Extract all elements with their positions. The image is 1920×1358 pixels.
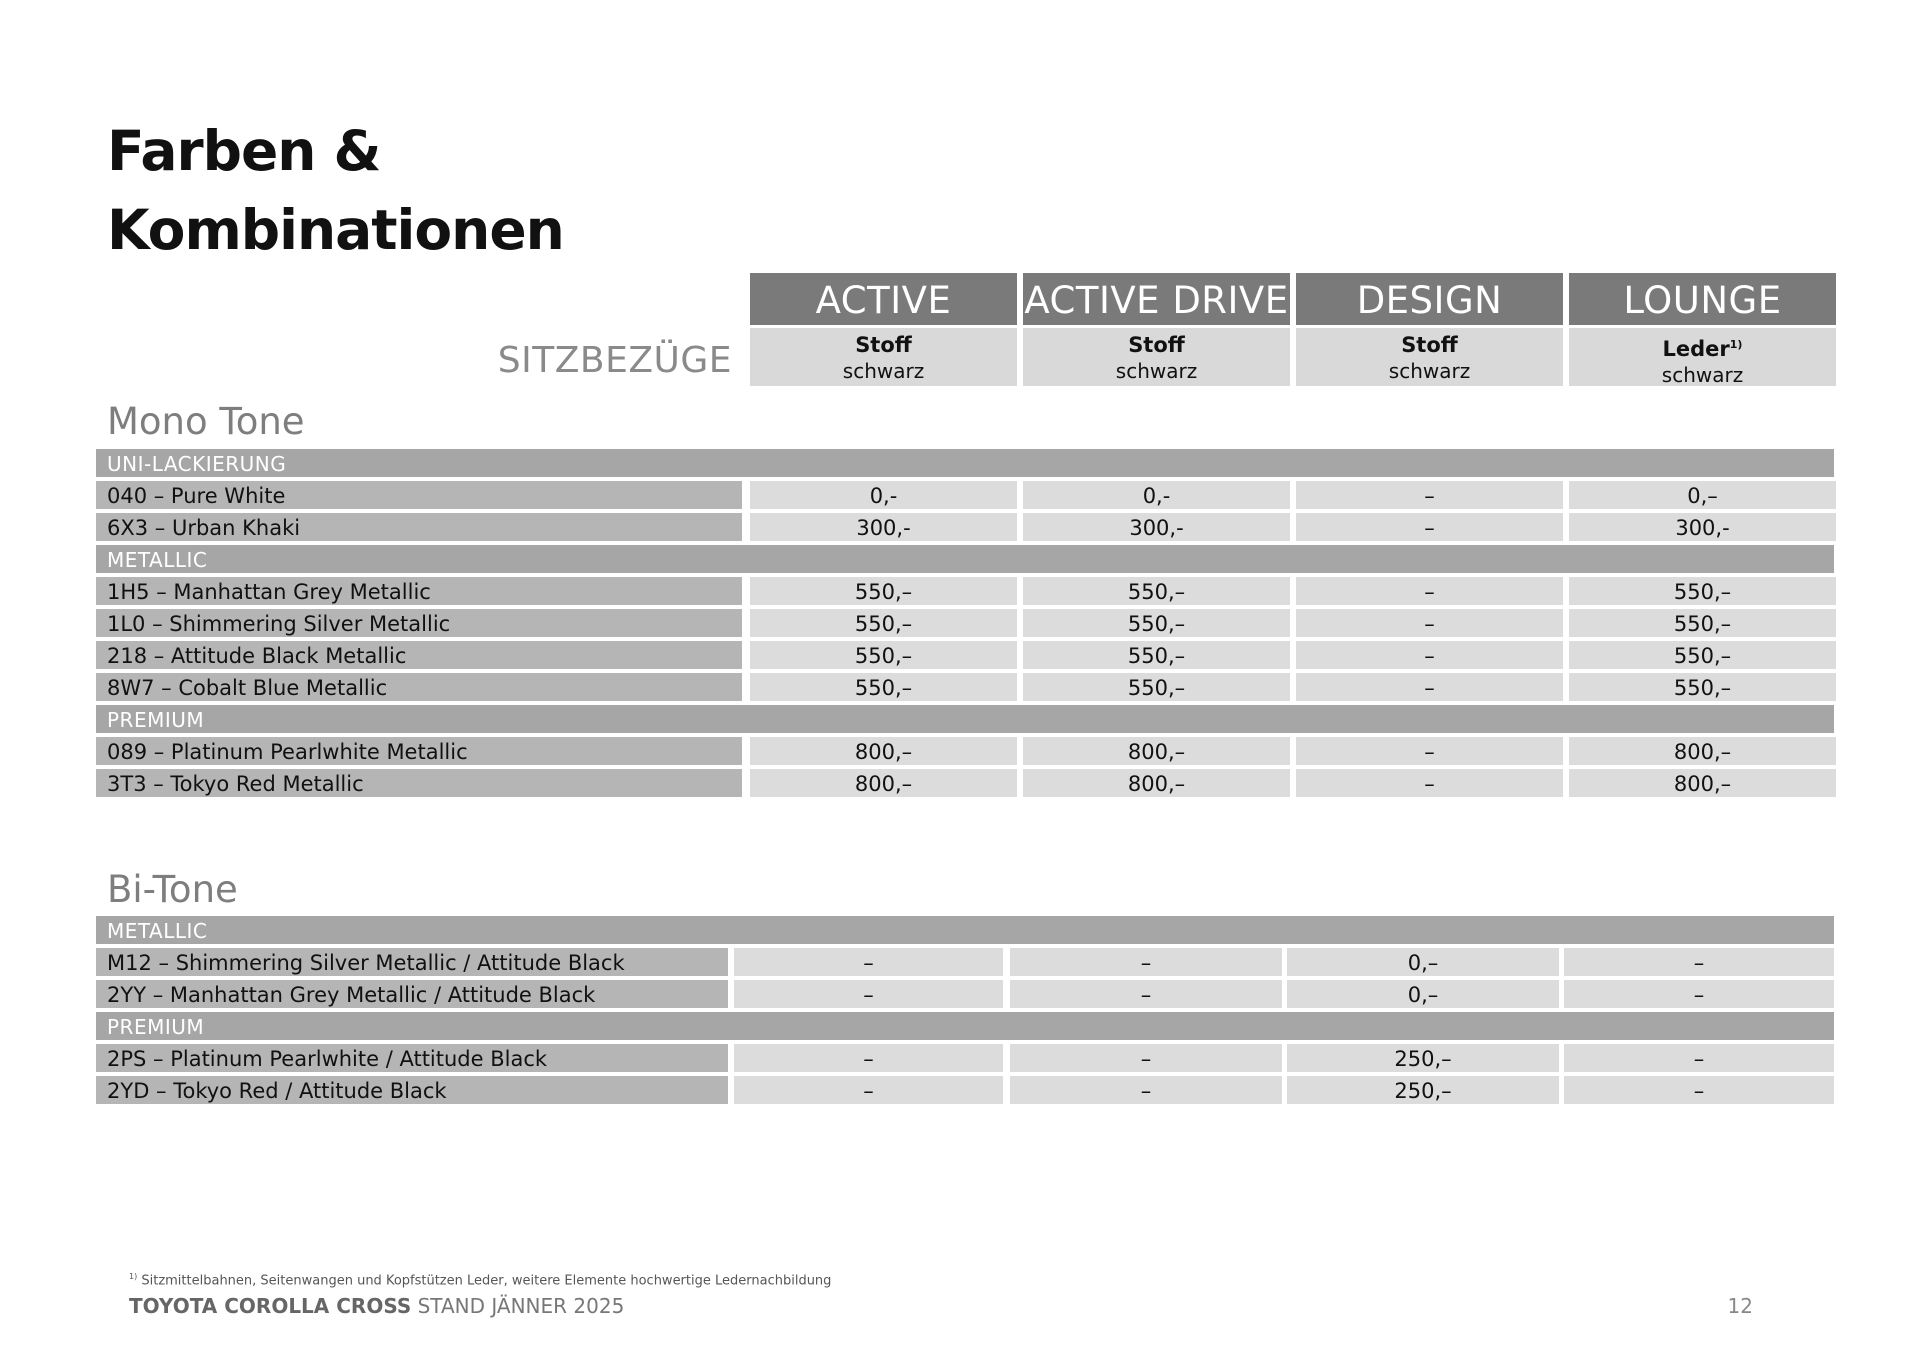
color-row-label: 2YY – Manhattan Grey Metallic / Attitude Black bbox=[96, 980, 728, 1008]
price-cell: 800,– bbox=[1569, 737, 1836, 765]
footer-brand: TOYOTA COROLLA CROSS bbox=[129, 1294, 412, 1318]
price-cell: – bbox=[1296, 737, 1563, 765]
price-cell: 0,– bbox=[1287, 948, 1559, 976]
price-cell: – bbox=[734, 948, 1003, 976]
seat-material bbox=[1569, 333, 1836, 361]
trim-header-1: ACTIVE bbox=[750, 273, 1017, 325]
price-cell: 250,– bbox=[1287, 1044, 1559, 1072]
trim-header-3: DESIGN bbox=[1296, 273, 1563, 325]
price-cell: – bbox=[1296, 769, 1563, 797]
price-cell: – bbox=[1564, 948, 1834, 976]
category-bar: METALLIC bbox=[96, 545, 1834, 573]
price-cell: 800,– bbox=[750, 737, 1017, 765]
price-cell: 300,- bbox=[750, 513, 1017, 541]
color-row-label: 8W7 – Cobalt Blue Metallic bbox=[96, 673, 742, 701]
price-cell: – bbox=[1296, 577, 1563, 605]
title-line-1: Farben & bbox=[107, 119, 381, 183]
seat-color: schwarz bbox=[1661, 363, 1744, 387]
price-cell: – bbox=[1296, 641, 1563, 669]
price-cell: – bbox=[1296, 609, 1563, 637]
footnote-text: Sitzmittelbahnen, Seitenwangen und Kopfstützen Leder, weitere Elemente hochwertige Ledernachbildung bbox=[141, 1273, 832, 1289]
price-cell: – bbox=[1296, 513, 1563, 541]
seat-cover-label: SITZBEZÜGE bbox=[497, 340, 732, 381]
price-cell: 550,– bbox=[1023, 673, 1290, 701]
price-cell: 550,– bbox=[750, 609, 1017, 637]
price-cell: 800,– bbox=[750, 769, 1017, 797]
price-cell: – bbox=[734, 1076, 1003, 1104]
seat-material bbox=[1023, 333, 1290, 357]
category-bar: UNI-LACKIERUNG bbox=[96, 449, 1834, 477]
seat-material-note: 1) bbox=[1729, 338, 1743, 351]
seat-cover-cell-3 bbox=[1296, 328, 1563, 386]
price-cell: – bbox=[1564, 980, 1834, 1008]
title-line-2: Kombinationen bbox=[107, 198, 564, 262]
price-cell: 0,– bbox=[1569, 481, 1836, 509]
price-cell: 800,– bbox=[1023, 737, 1290, 765]
seat-cover-cell-4 bbox=[1569, 328, 1836, 386]
color-row-label: 2YD – Tokyo Red / Attitude Black bbox=[96, 1076, 728, 1104]
bi-tone-title: Bi-Tone bbox=[107, 868, 238, 911]
color-row-label: 218 – Attitude Black Metallic bbox=[96, 641, 742, 669]
price-cell: – bbox=[1010, 1076, 1282, 1104]
seat-color: schwarz bbox=[842, 359, 925, 383]
price-cell: – bbox=[1010, 1044, 1282, 1072]
seat-material bbox=[750, 333, 1017, 357]
footer bbox=[129, 1294, 624, 1318]
price-cell: 300,- bbox=[1569, 513, 1836, 541]
seat-material-text: Leder bbox=[1662, 337, 1730, 361]
footer-date: STAND JÄNNER 2025 bbox=[417, 1294, 625, 1318]
price-cell: 550,– bbox=[1569, 609, 1836, 637]
seat-cover-cell-2 bbox=[1023, 328, 1290, 386]
price-cell: 550,– bbox=[1023, 641, 1290, 669]
price-cell: 800,– bbox=[1023, 769, 1290, 797]
trim-header-4: LOUNGE bbox=[1569, 273, 1836, 325]
color-row-label: 6X3 – Urban Khaki bbox=[96, 513, 742, 541]
footnote-mark: 1) bbox=[129, 1272, 138, 1281]
price-cell: – bbox=[1010, 980, 1282, 1008]
color-row-label: 3T3 – Tokyo Red Metallic bbox=[96, 769, 742, 797]
price-cell: 550,– bbox=[1569, 577, 1836, 605]
seat-material bbox=[1296, 333, 1563, 357]
price-cell: 250,– bbox=[1287, 1076, 1559, 1104]
price-cell: – bbox=[1010, 948, 1282, 976]
price-cell: – bbox=[1296, 673, 1563, 701]
page-number: 12 bbox=[1727, 1294, 1753, 1318]
seat-material-text: Stoff bbox=[855, 333, 912, 357]
price-cell: 0,- bbox=[1023, 481, 1290, 509]
seat-material-text: Stoff bbox=[1128, 333, 1185, 357]
price-cell: 550,– bbox=[750, 673, 1017, 701]
price-cell: – bbox=[1564, 1044, 1834, 1072]
color-row-label: M12 – Shimmering Silver Metallic / Attitude Black bbox=[96, 948, 728, 976]
color-row-label: 1H5 – Manhattan Grey Metallic bbox=[96, 577, 742, 605]
color-row-label: 1L0 – Shimmering Silver Metallic bbox=[96, 609, 742, 637]
footnote bbox=[129, 1272, 831, 1288]
price-cell: 550,– bbox=[1023, 609, 1290, 637]
price-cell: – bbox=[1564, 1076, 1834, 1104]
seat-cover-cell-1 bbox=[750, 328, 1017, 386]
price-cell: 550,– bbox=[750, 577, 1017, 605]
price-cell: 800,– bbox=[1569, 769, 1836, 797]
trim-header-2: ACTIVE DRIVE bbox=[1023, 273, 1290, 325]
color-row-label: 089 – Platinum Pearlwhite Metallic bbox=[96, 737, 742, 765]
category-bar: PREMIUM bbox=[96, 1012, 1834, 1040]
price-cell: 300,- bbox=[1023, 513, 1290, 541]
price-cell: 0,– bbox=[1287, 980, 1559, 1008]
seat-material-text: Stoff bbox=[1401, 333, 1458, 357]
price-cell: – bbox=[1296, 481, 1563, 509]
category-bar: PREMIUM bbox=[96, 705, 1834, 733]
price-cell: – bbox=[734, 980, 1003, 1008]
price-cell: 550,– bbox=[750, 641, 1017, 669]
price-cell: 0,- bbox=[750, 481, 1017, 509]
mono-tone-title: Mono Tone bbox=[107, 400, 305, 443]
color-row-label: 2PS – Platinum Pearlwhite / Attitude Black bbox=[96, 1044, 728, 1072]
price-cell: – bbox=[734, 1044, 1003, 1072]
seat-color: schwarz bbox=[1388, 359, 1471, 383]
page-title bbox=[107, 112, 564, 270]
color-row-label: 040 – Pure White bbox=[96, 481, 742, 509]
category-bar: METALLIC bbox=[96, 916, 1834, 944]
price-cell: 550,– bbox=[1023, 577, 1290, 605]
price-cell: 550,– bbox=[1569, 673, 1836, 701]
seat-color: schwarz bbox=[1115, 359, 1198, 383]
price-cell: 550,– bbox=[1569, 641, 1836, 669]
